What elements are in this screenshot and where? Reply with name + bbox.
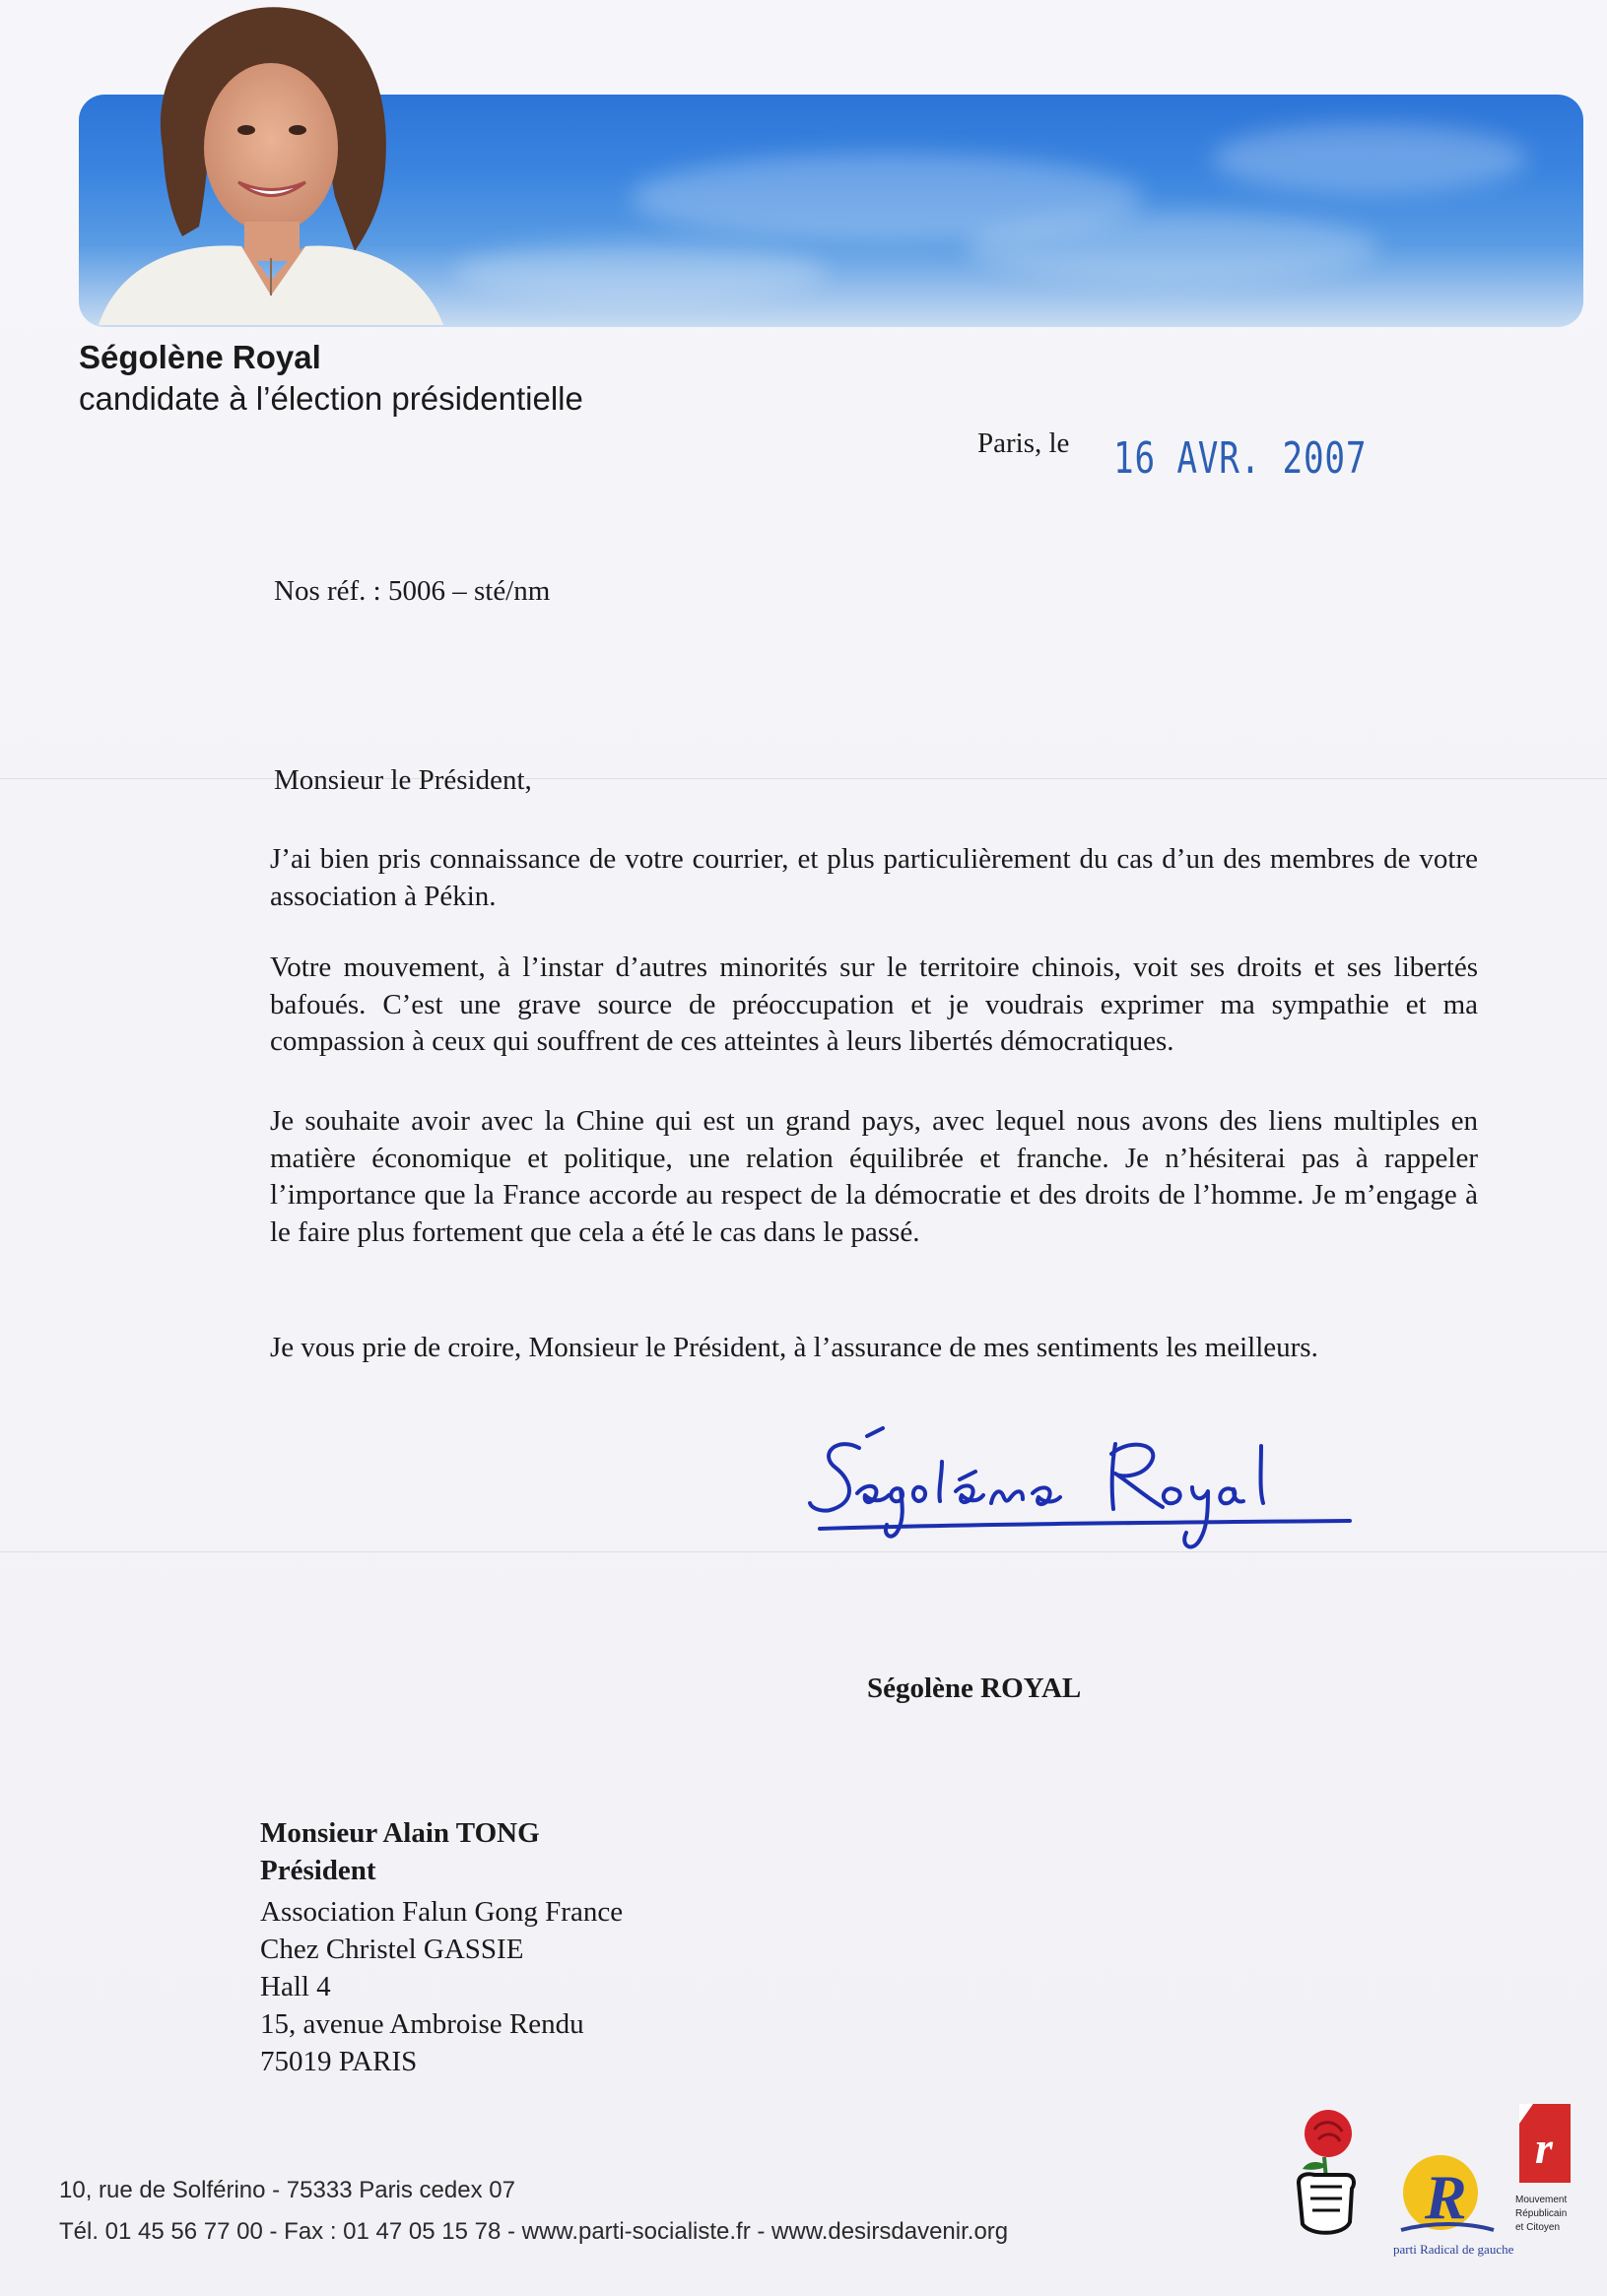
recipient-address-line: 75019 PARIS bbox=[260, 2046, 418, 2077]
prg-logo-letter: R bbox=[1425, 2162, 1467, 2232]
prg-logo bbox=[1391, 2151, 1514, 2260]
candidate-portrait bbox=[69, 0, 443, 325]
body-paragraph: Je vous prie de croire, Monsieur le Président, à l’assurance de mes sentiments les meilleurs. bbox=[270, 1332, 1318, 1363]
mrc-logo-letter: r bbox=[1535, 2123, 1553, 2173]
sender-subtitle: candidate à l’élection présidentielle bbox=[79, 380, 583, 417]
body-paragraph: J’ai bien pris connaissance de votre courrier, et plus particulièrement du cas d’un des membres de votre association à Pékin. bbox=[270, 843, 1478, 912]
recipient-name: Monsieur Alain TONG bbox=[260, 1817, 540, 1849]
date-stamp: 16 AVR. 2007 bbox=[1113, 433, 1368, 484]
dateline-place: Paris, le bbox=[977, 427, 1070, 459]
handwritten-signature bbox=[798, 1407, 1370, 1554]
mrc-caption-line: Républicain bbox=[1515, 2208, 1568, 2219]
footer-contact: Tél. 01 45 56 77 00 - Fax : 01 47 05 15 78 - www.parti-socialiste.fr - www.desirsdavenir.org bbox=[59, 2218, 1009, 2245]
paper-fold-line bbox=[0, 778, 1607, 780]
footer-address: 10, rue de Solférino - 75333 Paris cedex 07 bbox=[59, 2177, 515, 2203]
signer-name: Ségolène ROYAL bbox=[867, 1673, 1082, 1704]
body-paragraph: Votre mouvement, à l’instar d’autres minorités sur le territoire chinois, voit ses droits et ses libertés bafoués. C’est une grave source de préoccupation et je voudrais exprimer ma sympathie et ma compassion à ceux qui souffrent de ces atteintes à leurs libertés démocratiques. bbox=[270, 951, 1478, 1057]
recipient-address-line: Chez Christel GASSIE bbox=[260, 1934, 524, 1965]
reference-line: Nos réf. : 5006 – sté/nm bbox=[274, 575, 551, 607]
recipient-address-line: 15, avenue Ambroise Rendu bbox=[260, 2008, 584, 2040]
mrc-caption-line: Mouvement bbox=[1515, 2195, 1568, 2205]
body-paragraph: Je souhaite avoir avec la Chine qui est un grand pays, avec lequel nous avons des liens multiples en matière économique et politique, une relation équilibrée et franche. Je n’hésiterai pas à rappeler l’importance que la France accorde au respect de la démocratie et des droits de l’homme. Je m’engage à le faire plus fortement que cela a été le cas dans le passé. bbox=[270, 1105, 1478, 1248]
recipient-title: Président bbox=[260, 1855, 376, 1886]
prg-logo-caption: parti Radical de gauche bbox=[1393, 2242, 1514, 2257]
salutation: Monsieur le Président, bbox=[274, 764, 532, 796]
sender-name: Ségolène Royal bbox=[79, 339, 321, 375]
recipient-address-line: Association Falun Gong France bbox=[260, 1896, 624, 1928]
mrc-logo bbox=[1513, 2104, 1576, 2250]
ps-rose-logo bbox=[1285, 2104, 1366, 2240]
mrc-caption-line: et Citoyen bbox=[1515, 2222, 1561, 2233]
recipient-address-line: Hall 4 bbox=[260, 1971, 331, 2002]
